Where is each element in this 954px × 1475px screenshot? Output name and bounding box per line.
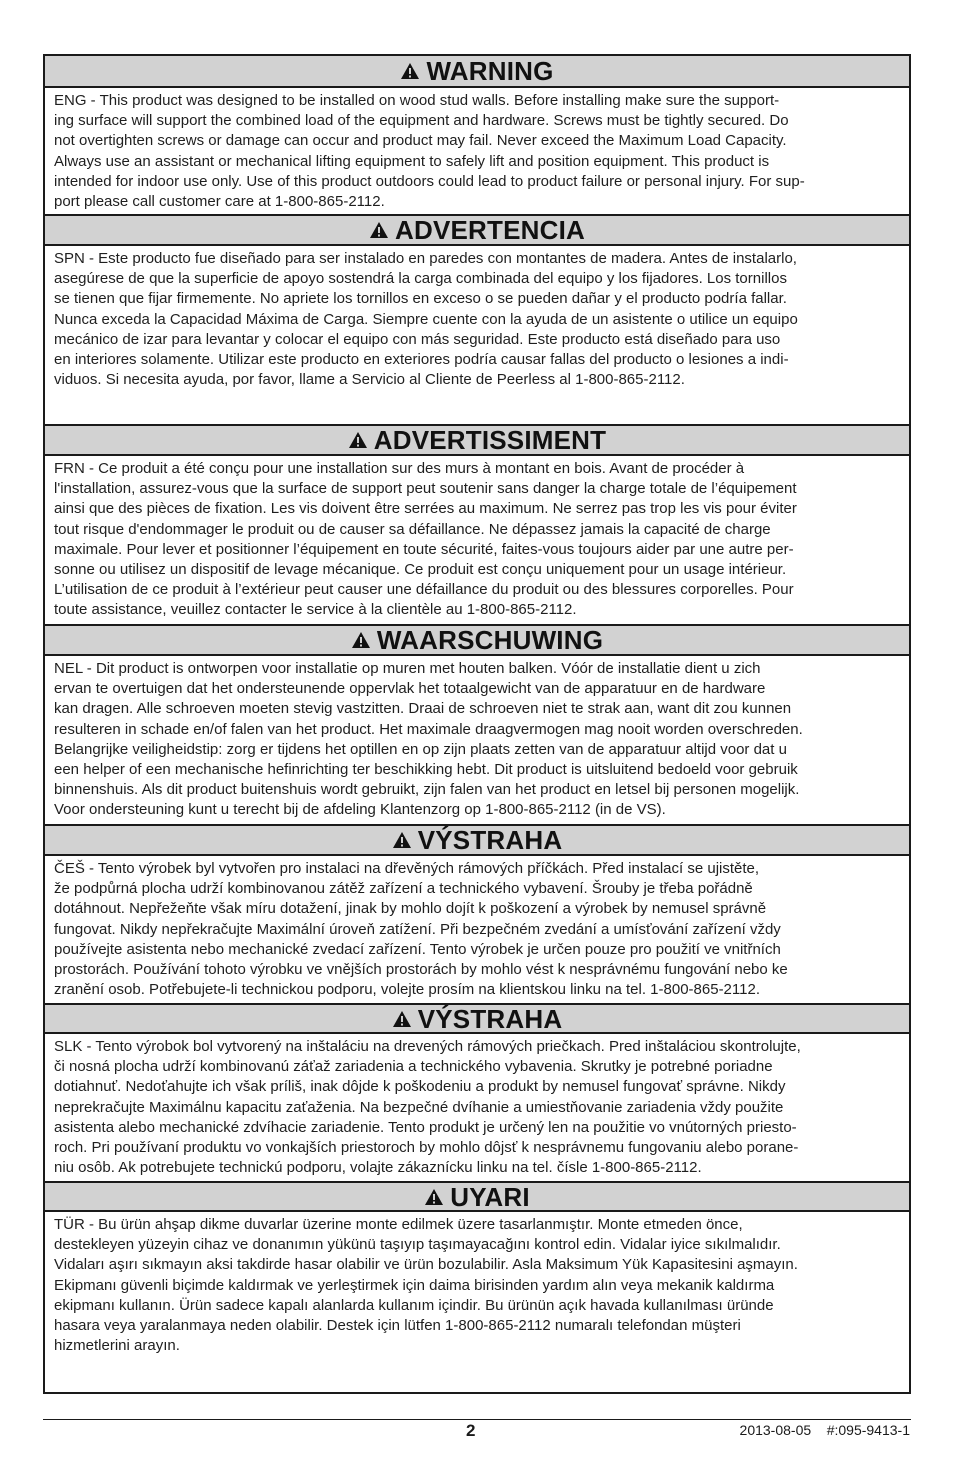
body-text-line: dotiahnuť. Nedoťahujte ich však príliš, inak dôjde k poškodeniu a produkt by nemusel fungovať správne. Nikdy (54, 1078, 786, 1096)
body-text-line: destekleyen yüzeyin cihaz ve donanımın yükünü taşıyıp taşımayacağını kontrol edin. Vidalar iyice sıkılmalıdır. (54, 1236, 781, 1254)
body-text-line: FRN - Ce produit a été conçu pour une installation sur des murs à montant en bois. Avant de procéder à (54, 460, 745, 477)
body-text-line: ainsi que des pièces de fixation. Les vis doivent être serrées au maximum. Ne serrez pas trop les vis pour éviter (54, 500, 797, 518)
section-body (45, 88, 909, 214)
body-text-line: niu osôb. Ak potrebujete technickú podporu, volajte zákaznícku linku na tel. čísle 1-800-865-2112. (54, 1159, 702, 1177)
body-text-line: fungovat. Nikdy nepřekračujte Maximální úroveň zatížení. Při bezpečném zvedání a umísťování zařízení vždy (54, 920, 781, 938)
body-text-line: či nosná plocha udrží kombinovanú záťaž zariadenia a technického vybavenia. Skrutky je potrebné poriadne (54, 1058, 773, 1076)
section-body (45, 856, 909, 1003)
section-title: VÝSTRAHA (417, 1003, 563, 1034)
body-text-line: ENG - This product was designed to be installed on wood stud walls. Before installing make sure the support- (54, 92, 780, 109)
body-text-line: maximale. Pour lever et positionner l’équipement en toute sécurité, faites-vous toujours aider par une autre per- (54, 540, 794, 558)
section-header (45, 214, 909, 246)
body-text-line: NEL - Dit product is ontworpen voor installatie op muren met houten balken. Vóór de installatie dient u zich (54, 660, 761, 677)
body-text-line: ing surface will support the combined load of the equipment and hardware. Screws must be tightly secured. Do (54, 112, 789, 130)
section-body (45, 1034, 909, 1181)
warning-sections-frame (43, 54, 911, 1394)
section-title: VÝSTRAHA (417, 825, 563, 855)
body-text-line: kan dragen. Alle schroeven moeten stevig vastzitten. Draai de schroeven niet te strak aan, want dit zou kunnen (54, 700, 792, 718)
warning-triangle-icon (400, 62, 420, 80)
body-text-line: not overtighten screws or damage can occur and product may fail. Never exceed the Maximum Load Capacity. (54, 132, 787, 150)
section-title: UYARI (450, 1181, 530, 1212)
body-text-line: toute assistance, veuillez contacter le service à la clientèle au 1-800-865-2112. (54, 601, 577, 619)
section-title: ADVERTENCIA (395, 215, 585, 245)
section-header (45, 1003, 909, 1034)
section-body (45, 456, 909, 624)
body-text-line: sonne ou utilisez un dispositif de levage mécanique. Ce produit est conçu uniquement pour un usage intérieur. (54, 561, 787, 579)
body-text-line: asistenta alebo mechanické zdvíhacie zariadenie. Tento produkt je určený len na použitie vo vnútorných priesto- (54, 1118, 797, 1136)
body-text-line: ČEŠ - Tento výrobek byl vytvořen pro instalaci na dřevěných rámových příčkách. Před instalací se ujistěte, (54, 860, 760, 877)
body-text-line: roch. Pri používaní produktu vo vonkajších priestoroch by mohlo dôjsť k nesprávnemu fungovaniu alebo porane- (54, 1139, 799, 1157)
warning-triangle-icon (348, 431, 368, 449)
body-text-line: hasara veya yaralanmaya neden olabilir. Destek için lütfen 1-800-865-2112 numaralı telefondan müşteri (54, 1317, 741, 1335)
section-body (45, 1212, 909, 1392)
warning-triangle-icon (392, 1010, 412, 1028)
section-header (45, 56, 909, 88)
warning-triangle-icon (369, 221, 389, 239)
warning-section-2 (45, 214, 909, 424)
body-text-line: ervan te overtuigen dat het ondersteunende oppervlak het totaalgewicht van de apparatuur en de hardware (54, 680, 766, 698)
body-text-line: se tienen que fijar firmemente. No apriete los tornillos en exceso o se pueden dañar y el producto podría fallar. (54, 290, 787, 308)
body-text-line: ekipmanı kullanın. Ürün sadece kapalı alanlarda kullanım içindir. Bu ürünün açık havada kullanılması üründe (54, 1296, 774, 1314)
body-text-line: neprekračujte Maximálnu kapacitu zaťaženia. Na bezpečné dvíhanie a umiestňovanie zariadenia vždy použite (54, 1098, 784, 1116)
section-header (45, 424, 909, 456)
body-text-line: Belangrijke veiligheidstip: zorg er tijdens het optillen en op zijn plaats zetten van de apparatuur altijd voor dat u (54, 740, 787, 758)
body-text-line: hizmetlerini arayın. (54, 1337, 180, 1355)
body-text-line: Always use an assistant or mechanical lifting equipment to safely lift and position equipment. This product is (54, 152, 770, 170)
body-text-line: dotáhnout. Nepřežeňte však míru dotažení, jinak by mohlo dojít k poškození a výrobek by nemusel správně (54, 900, 767, 918)
section-title: WAARSCHUWING (376, 625, 604, 655)
body-text-line: tout risque d'endommager le produit ou de causer sa défaillance. Ne dépassez jamais la capacité de charge (54, 520, 771, 538)
section-header (45, 1181, 909, 1212)
document-info: 2013-08-05 #:095-9413-1 (739, 1422, 910, 1438)
footer-divider (43, 1419, 911, 1420)
warning-section-1 (45, 56, 909, 214)
section-body (45, 246, 909, 424)
body-text-line: l'installation, assurez-vous que la surface de support peut soutenir sans danger la charge totale de l’équipement (54, 480, 797, 498)
body-text-line: binnenshuis. Als dit product buitenshuis wordt gebruikt, zijn falen van het product en letsel bij personen mogelijk. (54, 781, 800, 799)
warning-triangle-icon (351, 631, 371, 649)
warning-triangle-icon (392, 831, 412, 849)
body-text-line: SPN - Este producto fue diseñado para ser instalado en paredes con montantes de madera. Antes de instalarlo, (54, 250, 797, 267)
body-text-line: zranění osob. Potřebujete-li technickou podporu, volejte prosím na klientskou linku na tel. 1-800-865-2112. (54, 981, 760, 999)
section-title: ADVERTISSIMENT (373, 425, 607, 455)
section-title: WARNING (426, 56, 554, 86)
body-text-line: L’utilisation de ce produit à l’extérieur peut causer une défaillance du produit ou des blessures corporelles. Pour (54, 581, 794, 599)
body-text-line: asegúrese de que la superficie de apoyo sostendrá la carga combinada del equipo y los fijadores. Los tornillos (54, 270, 787, 288)
body-text-line: TÜR - Bu ürün ahşap dikme duvarlar üzerine monte edilmek üzere tasarlanmıştır. Monte etmeden önce, (54, 1216, 743, 1233)
body-text-line: mecánico de izar para levantar y colocar el equipo con más seguridad. Este producto está diseñado para uso (54, 330, 781, 348)
body-text-line: Nunca exceda la Capacidad Máxima de Carga. Siempre cuente con la ayuda de un asistente o utilice un equipo (54, 310, 798, 328)
body-text-line: resulteren in schade en/of falen van het product. Het maximale draagvermogen mag nooit worden overschreden. (54, 720, 803, 738)
warning-section-4 (45, 624, 909, 824)
body-text-line: Ekipmanı güvenli biçimde kaldırmak ve yerleştirmek için daima birisinden yardım alın veya mekanik kaldırma (54, 1276, 775, 1294)
section-header (45, 824, 909, 856)
body-text-line: Voor ondersteuning kunt u terecht bij de afdeling Klantenzorg op 1-800-865-2112 (in de VS). (54, 801, 666, 819)
body-text-line: že podpůrná plocha udrží kombinovanou zátěž zařízení a technického vybavení. Šrouby je třeba pořádně (54, 880, 753, 898)
warning-triangle-icon (424, 1188, 444, 1206)
body-text-line: používejte asistenta nebo mechanické zvedací zařízení. Tento výrobek je určen pouze pro použití ve vnitřních (54, 940, 781, 958)
warning-section-3 (45, 424, 909, 624)
body-text-line: SLK - Tento výrobok bol vytvorený na inštaláciu na drevených rámových priečkach. Pred inštaláciou skontrolujte, (54, 1038, 801, 1055)
body-text-line: intended for indoor use only. Use of this product outdoors could lead to product failure or personal injury. For sup- (54, 172, 805, 190)
body-text-line: Vidaları aşırı sıkmayın aksi takdirde hasar olabilir ve ürün bozulabilir. Asla Maksimum Yük Kapasitesini aşmayın. (54, 1256, 798, 1274)
body-text-line: prostorách. Používání tohoto výrobku ve vnějších prostorách by mohlo vést k nesprávnému fungování nebo ke (54, 961, 788, 979)
body-text-line: port please call customer care at 1-800-865-2112. (54, 193, 385, 211)
body-text-line: viduos. Si necesita ayuda, por favor, llame a Servicio al Cliente de Peerless al 1-800-865-2112. (54, 371, 685, 389)
body-text-line: en interiores solamente. Utilizar este producto en exteriores podría causar fallas del producto o lesiones a indi- (54, 351, 789, 369)
page-number: 2 (466, 1421, 476, 1440)
body-text-line: een helper of een mechanische hefinrichting ter beschikking hebt. Dit product is uitsluitend bedoeld voor gebruik (54, 761, 798, 779)
warning-section-5 (45, 824, 909, 1003)
warning-section-7 (45, 1181, 909, 1392)
section-header (45, 624, 909, 656)
section-body (45, 656, 909, 824)
warning-section-6 (45, 1003, 909, 1181)
